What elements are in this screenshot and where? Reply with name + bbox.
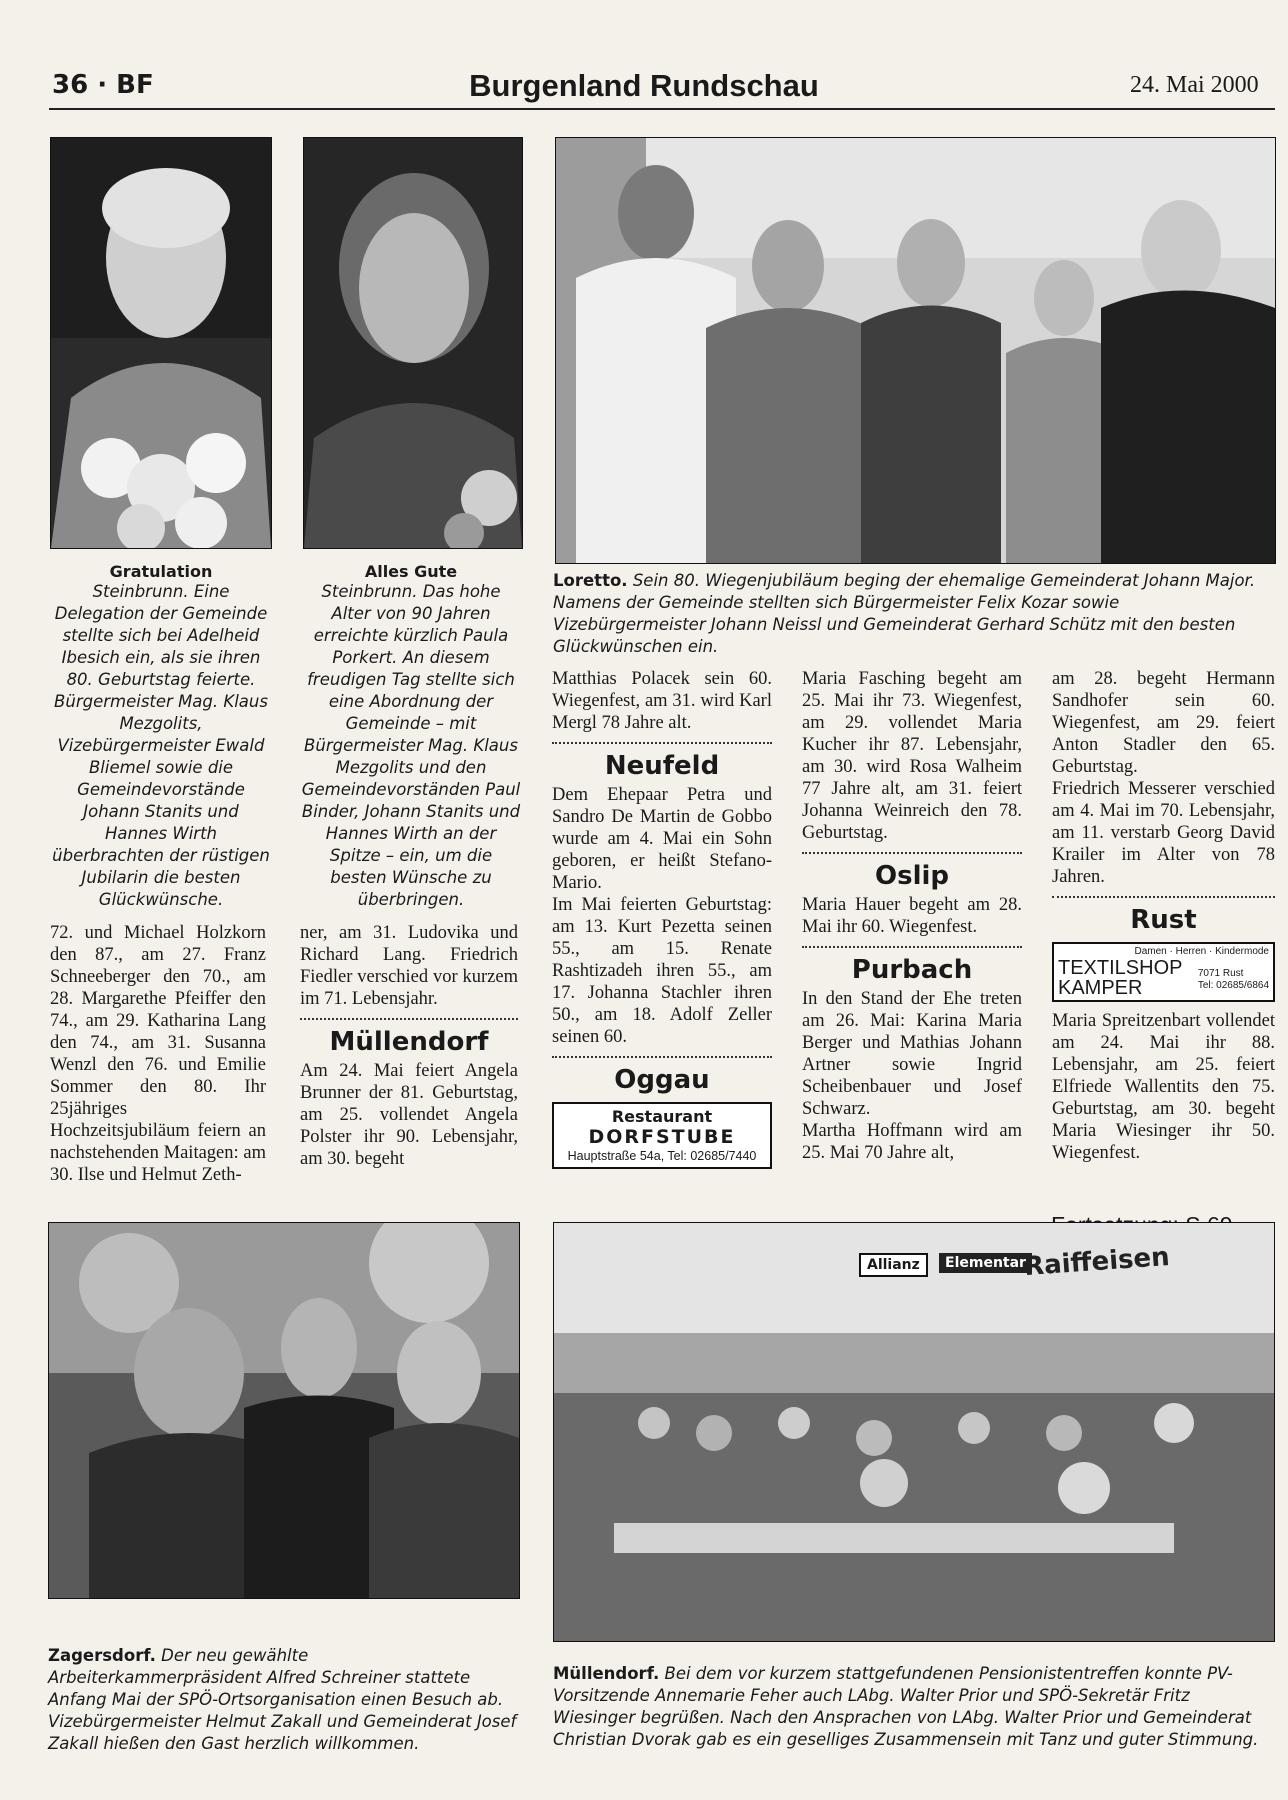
photo-loretto-group: [555, 137, 1276, 564]
heading-purbach: Purbach: [851, 955, 973, 985]
divider: [552, 742, 772, 744]
column-2-text: Am 24. Mai feiert Angela Brunner der 81. Geburtstag, am 25. vollendet Angela Polster ihr 90. Lebensjahr, am 30. begeht: [300, 1061, 518, 1169]
divider: [1052, 896, 1275, 898]
column-4-text-1: Maria Hauer begeht am 28. Mai ihr 60. Wiegenfest.: [802, 895, 1022, 937]
column-5: [1052, 668, 1275, 1164]
ad-dorfstube-name: DORFSTUBE: [588, 1126, 736, 1148]
banner-allianz-text: Allianz: [867, 1257, 920, 1273]
column-5-intro: am 28. begeht Hermann Sandhofer sein 60. Wiegenfest, am 29. feiert Anton Stadler den 65. Geburtstag.: [1052, 669, 1275, 777]
column-3-text-1: Dem Ehepaar Petra und Sandro De Martin de Gobbo wurde am 4. Mai ein Sohn geboren, er heißt Stefano-Mario.: [552, 785, 772, 893]
divider: [552, 1056, 772, 1058]
header-rule: [49, 108, 1275, 110]
ad-dorfstube-line1: Restaurant: [611, 1107, 713, 1126]
ad-textilshop-top: Damen · Herren · Kindermode: [1134, 946, 1269, 957]
divider: [802, 852, 1022, 854]
ad-textilshop-contact: [1198, 968, 1269, 992]
column-4: [802, 668, 1022, 1164]
caption-title-alles-gute: Alles Gute: [364, 562, 458, 581]
ad-textilshop-tel: Tel: 02685/6864: [1197, 980, 1269, 991]
banner-elementar: [939, 1253, 1032, 1273]
caption-text-loretto: Sein 80. Wiegenjubiläum beging der ehemalige Gemeinderat Johann Major. Namens der Gemeinde stellten sich Bürgermeister Felix Kozar sowie Vizebürgermeister Johann Neissl und Gemeinderat Gerhard Schütz mit den besten Glückwünschen ein.: [553, 571, 1256, 656]
heading-rust: Rust: [1130, 905, 1197, 935]
column-3-text-2: Im Mai feierten Geburtstag: am 13. Kurt Pezetta seinen 55., am 15. Renate Rashtizadeh ihren 55., am 17. Johanna Stachler ihren 50., am 18. Adolf Zeller seinen 60.: [552, 895, 772, 1047]
banner-allianz: [859, 1253, 928, 1277]
caption-zagersdorf: [48, 1645, 520, 1755]
ad-dorfstube: [552, 1102, 772, 1169]
caption-text-gratulation: Steinbrunn. Eine Delegation der Gemeinde stellte sich bei Adelheid Ibesich ein, als sie ihren 80. Geburtstag feierte. Bürgermeister Mag. Klaus Mezgolits, Vizebürgermeister Ewald Bliemel sowie die Gemeindevorstände Johann Stanits und Hannes Wirth überbrachten der rüstigen Jubilarin die besten Glückwünsche.: [52, 582, 270, 909]
ad-textilshop: [1052, 942, 1275, 1002]
caption-place-loretto: Loretto.: [553, 571, 628, 590]
issue-date: 24. Mai 2000: [1130, 72, 1259, 98]
caption-loretto: [553, 570, 1275, 658]
column-3: [552, 668, 772, 1169]
banner-raiffeisen-text: Raiffeisen: [1023, 1241, 1171, 1283]
heading-oslip: Oslip: [874, 861, 949, 891]
caption-text-zagersdorf: Der neu gewählte Arbeiterkammerpräsident Alfred Schreiner stattete Anfang Mai der SPÖ-Ortsorganisation einen Besuch ab. Vizebürgermeister Helmut Zakall und Gemeinderat Josef Zakall hießen den Gast herzlich willkommen.: [48, 1646, 517, 1753]
column-4-text-3: Martha Hoffmann wird am 25. Mai 70 Jahre alt,: [802, 1121, 1022, 1163]
column-5-text-2: Maria Spreitzenbart vollendet am 24. Mai ihr 88. Lebensjahr, am 25. feiert Elfriede Wallentits den 75. Geburtstag, am 30. begeht Maria Wiesinger ihr 50. Wiegenfest.: [1052, 1011, 1275, 1163]
caption-place-zagersdorf: Zagersdorf.: [48, 1646, 156, 1665]
heading-neufeld: Neufeld: [604, 751, 720, 781]
caption-text-alles-gute: Steinbrunn. Das hohe Alter von 90 Jahren erreichte kürzlich Paula Porkert. An diesem freudigen Tag stellte sich eine Abordnung der Gemeinde – mit Bürgermeister Mag. Klaus Mezgolits und den Gemeindevorständen Paul Binder, Johann Stanits und Hannes Wirth an der Spitze – ein, um die besten Wünsche zu überbringen.: [301, 582, 521, 909]
ad-textilshop-address: 7071 Rust: [1197, 968, 1244, 979]
column-4-text-2: In den Stand der Ehe treten am 26. Mai: Karina Maria Berger und Mathias Johann Artner sowie Ingrid Scheibenbauer und Josef Schwarz.: [802, 989, 1022, 1119]
caption-title-gratulation: Gratulation: [109, 562, 213, 581]
column-1: [50, 922, 266, 1186]
photo-zagersdorf: [48, 1222, 520, 1599]
ad-textilshop-owner: KAMPER: [1058, 977, 1143, 999]
column-3-intro: Matthias Polacek sein 60. Wiegenfest, am 31. wird Karl Mergl 78 Jahre alt.: [552, 669, 772, 733]
heading-muellendorf: Müllendorf: [329, 1027, 489, 1057]
caption-text-muellendorf: Bei dem vor kurzem stattgefundenen Pensionistentreffen konnte PV-Vorsitzende Annemarie Feher auch LAbg. Walter Prior und SPÖ-Sekretär Fritz Wiesinger begrüßen. Nach den Ansprachen von LAbg. Walter Prior und Gemeinderat Christian Dvorak gab es ein geselliges Zusammensein mit Tanz und guter Stimmung.: [553, 1664, 1259, 1749]
column-5-text-1: Friedrich Messerer verschied am 4. Mai im 70. Lebensjahr, am 11. verstarb Georg David Krailer im Alter von 78 Jahren.: [1052, 779, 1275, 887]
divider: [300, 1018, 518, 1020]
heading-oggau: Oggau: [614, 1065, 710, 1095]
column-1-text: 72. und Michael Holzkorn den 87., am 27. Franz Schneeberger den 70., am 28. Margarethe Pfeiffer den 74., am 29. Katharina Lang den 74., am 31. Susanna Wenzl den 76. und Emilie Sommer den 80. Ihr 25jähriges Hochzeitsjubiläum feiern an nachstehenden Maitagen: am 30. Ilse und Helmut Zeth-: [50, 923, 266, 1185]
ad-textilshop-name: TEXTILSHOP: [1058, 957, 1183, 979]
column-2-intro: ner, am 31. Ludovika und Richard Lang. Friedrich Fiedler verschied vor kurzem im 71. Lebensjahr.: [300, 923, 518, 1009]
photo-muellendorf-meeting: [553, 1222, 1275, 1642]
caption-place-muellendorf: Müllendorf.: [553, 1664, 660, 1683]
caption-muellendorf: [553, 1663, 1275, 1751]
divider: [802, 946, 1022, 948]
photo-paula-porkert: [303, 137, 523, 549]
photo-adelheid-ibesich: [50, 137, 272, 549]
column-2: [300, 922, 518, 1170]
masthead-title: Burgenland Rundschau: [469, 68, 819, 103]
page-number: 36 · BF: [52, 70, 154, 100]
banner-elementar-text: Elementar: [945, 1255, 1026, 1271]
ad-dorfstube-address: Hauptstraße 54a, Tel: 02685/7440: [567, 1149, 757, 1163]
column-4-intro: Maria Fasching begeht am 25. Mai ihr 73. Wiegenfest, am 29. vollendet Maria Kucher ihr 87. Lebensjahr, am 30. wird Rosa Walheim 77 Jahre alt, am 31. feiert Johanna Weinreich den 78. Geburtstag.: [802, 669, 1022, 843]
